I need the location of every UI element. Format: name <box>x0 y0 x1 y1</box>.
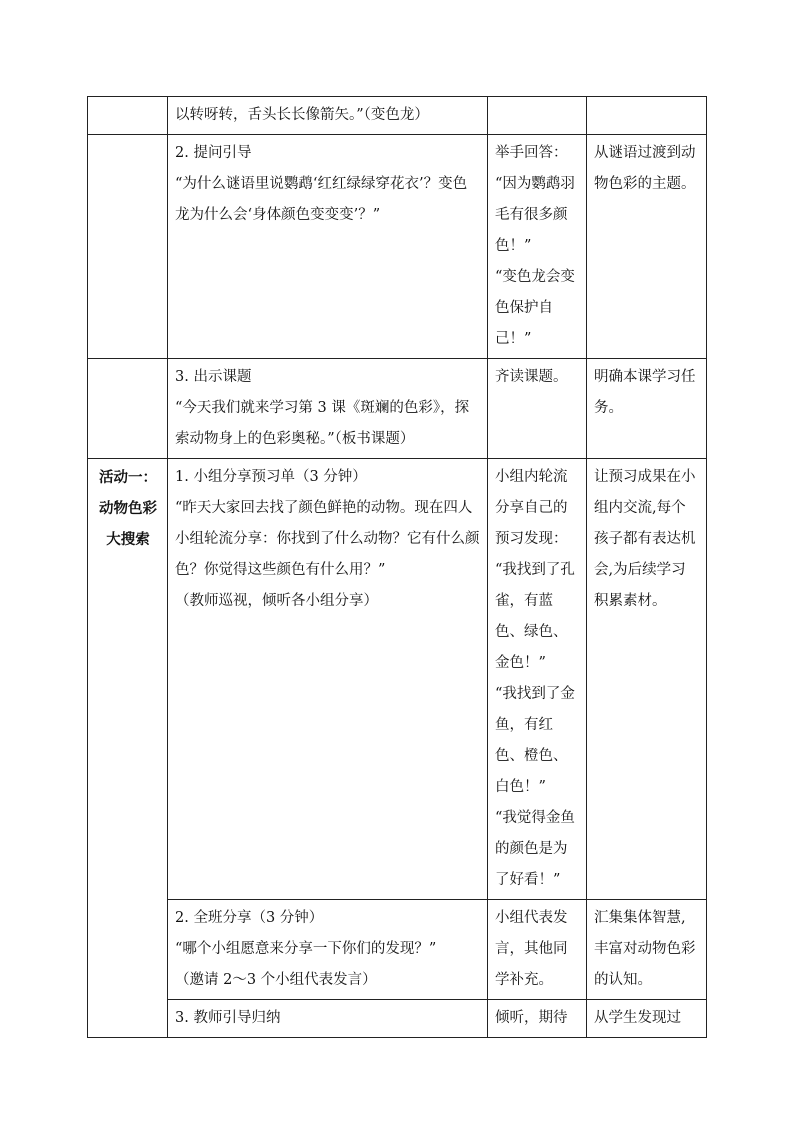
intent-text: 从谜语过渡到动物色彩的主题。 <box>594 145 696 192</box>
activity-cell <box>88 135 168 359</box>
teacher-note: （教师巡视，倾听各小组分享） <box>175 593 378 609</box>
table-row <box>88 135 707 359</box>
activity-title-line: 大搜索 <box>106 531 150 548</box>
teacher-text: “今天我们就来学习第 3 课《斑斓的色彩》，探索动物身上的色彩奥秘。”（板书课题） <box>175 400 470 447</box>
step-heading: 3. 教师引导归纳 <box>175 1010 281 1026</box>
activity-label: 活动一： <box>99 469 157 486</box>
student-text: 齐读课题。 <box>495 369 568 385</box>
teacher-activity-cell <box>168 1000 488 1038</box>
teacher-activity-cell <box>168 459 488 900</box>
teacher-activity-cell <box>168 359 488 459</box>
step-heading: 3. 出示课题 <box>175 369 252 385</box>
activity-title-line: 动物色彩 <box>99 500 157 517</box>
teacher-activity-cell <box>168 97 488 135</box>
student-text: “我找到了金鱼，有红色、橙色、白色！” <box>495 686 575 795</box>
design-intent-cell <box>587 359 707 459</box>
teacher-text: “哪个小组愿意来分享一下你们的发现？” <box>175 941 437 957</box>
teacher-note: （邀请 2～3 个小组代表发言） <box>175 972 377 988</box>
table-row <box>88 97 707 135</box>
student-text: 倾听，期待 <box>495 1010 568 1026</box>
design-intent-cell <box>587 1000 707 1038</box>
table-row <box>88 1000 707 1038</box>
activity-cell <box>88 97 168 135</box>
step-heading: 2. 提问引导 <box>175 145 252 161</box>
activity-cell <box>88 359 168 459</box>
student-activity-cell <box>488 97 587 135</box>
intent-text: 让预习成果在小组内交流,每个孩子都有表达机会,为后续学习积累素材。 <box>594 469 696 609</box>
step-heading: 1. 小组分享预习单（3 分钟） <box>175 469 367 485</box>
lesson-plan-table <box>87 96 707 1038</box>
table-row <box>88 459 707 900</box>
student-activity-cell <box>488 1000 587 1038</box>
design-intent-cell <box>587 97 707 135</box>
table-row <box>88 900 707 1000</box>
activity-title-cell <box>88 459 168 1038</box>
student-text: 小组内轮流分享自己的预习发现： <box>495 469 568 547</box>
student-text: 小组代表发言，其他同学补充。 <box>495 910 568 988</box>
teacher-activity-cell <box>168 900 488 1000</box>
teacher-activity-cell <box>168 135 488 359</box>
teacher-text: 以转呀转，舌头长长像箭矢。”（变色龙） <box>175 107 429 123</box>
student-text: “我觉得金鱼的颜色是为了好看！” <box>495 810 575 888</box>
student-text: “我找到了孔雀，有蓝色、绿色、金色！” <box>495 562 575 671</box>
intent-text: 明确本课学习任务。 <box>594 369 696 416</box>
design-intent-cell <box>587 459 707 900</box>
design-intent-cell <box>587 135 707 359</box>
intent-text: 汇集集体智慧,丰富对动物色彩的认知。 <box>594 910 696 988</box>
design-intent-cell <box>587 900 707 1000</box>
student-activity-cell <box>488 459 587 900</box>
intent-text: 从学生发现过 <box>594 1010 681 1026</box>
student-text: “变色龙会变色保护自己！” <box>495 269 575 347</box>
step-heading: 2. 全班分享（3 分钟） <box>175 910 324 926</box>
table-row <box>88 359 707 459</box>
teacher-text: “昨天大家回去找了颜色鲜艳的动物。现在四人小组轮流分享：你找到了什么动物？它有什么颜色？你觉得这些颜色有什么用？” <box>175 500 480 578</box>
student-activity-cell <box>488 135 587 359</box>
student-activity-cell <box>488 900 587 1000</box>
student-activity-cell <box>488 359 587 459</box>
student-text: “因为鹦鹉羽毛有很多颜色！” <box>495 176 575 254</box>
teacher-text: “为什么谜语里说鹦鹉‘红红绿绿穿花衣’？变色龙为什么会‘身体颜色变变变’？” <box>175 176 468 223</box>
student-text: 举手回答： <box>495 145 568 161</box>
